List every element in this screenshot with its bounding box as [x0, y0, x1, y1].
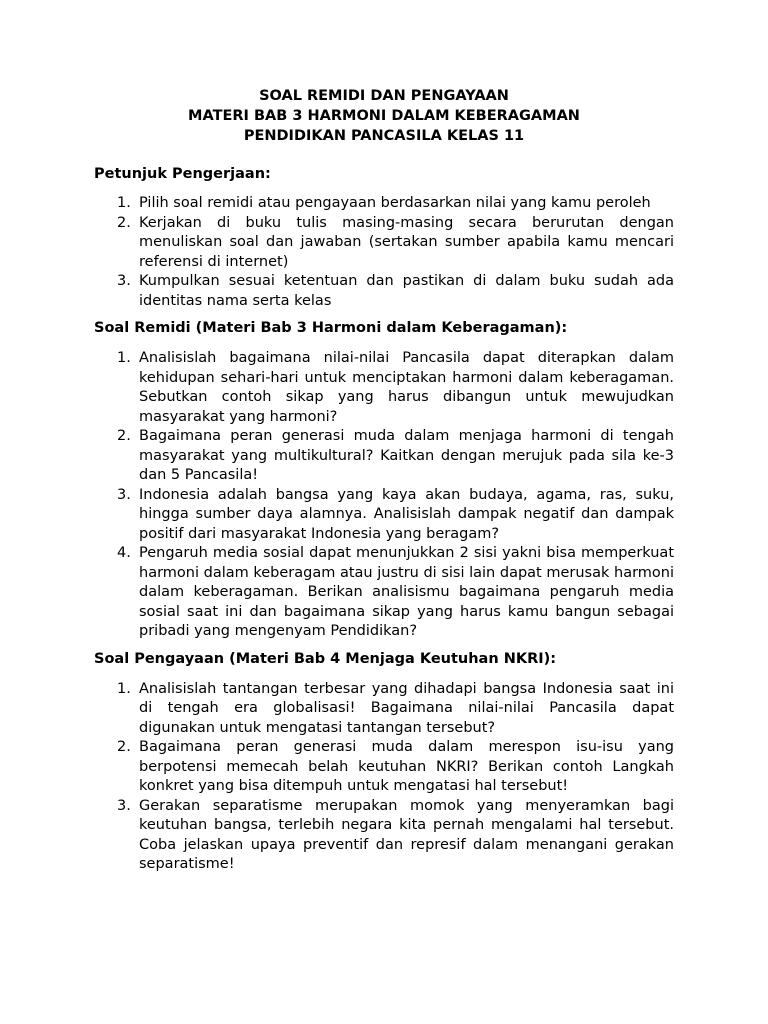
list-number: 2. [117, 428, 131, 444]
title-line-2: MATERI BAB 3 HARMONI DALAM KEBERAGAMAN [188, 108, 580, 124]
list-item-text: Pengaruh media sosial dapat menunjukkan 2 sisi yakni bisa memperkuat harmoni dalam keberagam atau justru di sisi lain dapat merusak harmoni dalam keberagaman. Berikan analisismu bagaimana pengaruh media sosial saat ini dan bagaimana sikap yang harus kamu bangun sebagai pribadi yang mengenyam Pendidikan? [139, 545, 674, 639]
petunjuk-list [94, 194, 674, 311]
list-item-text: Bagaimana peran generasi muda dalam merespon isu-isu yang berpotensi memecah belah keutuhan NKRI? Berikan contoh Langkah konkret yang bisa ditempuh untuk mengatasi hal tersebut! [139, 739, 674, 794]
list-item-text: Analisislah tantangan terbesar yang dihadapi bangsa Indonesia saat ini di tengah era globalisasi! Bagaimana nilai-nilai Pancasila dapat digunakan untuk mengatasi tantangan tersebut? [139, 680, 674, 736]
remidi-heading: Soal Remidi (Materi Bab 3 Harmoni dalam Keberagaman): [94, 320, 568, 336]
list-number: 1. [117, 195, 131, 211]
document-title [94, 86, 674, 146]
list-item-text: Gerakan separatisme merupakan momok yang menyeramkan bagi keutuhan bangsa, terlebih negara kita pernah mengalami hal tersebut. Coba jelaskan upaya preventif dan represif dalam menangani gerakan separatisme! [139, 797, 674, 872]
list-item [94, 214, 674, 273]
title-line-1: SOAL REMIDI DAN PENGAYAAN [259, 88, 509, 104]
list-item [94, 680, 674, 739]
list-item-text: Pilih soal remidi atau pengayaan berdasarkan nilai yang kamu peroleh [139, 195, 651, 211]
list-item [94, 349, 674, 427]
list-number: 3. [117, 486, 131, 503]
list-number: 2. [117, 739, 131, 755]
list-item [94, 738, 674, 797]
list-number: 3. [117, 273, 131, 289]
title-line-3: PENDIDIKAN PANCASILA KELAS 11 [243, 128, 525, 144]
list-item [94, 544, 674, 642]
list-item-text: Analisislah bagaimana nilai-nilai Pancasila dapat diterapkan dalam kehidupan sehari-hari untuk menciptakan harmoni dalam keberagaman. Sebutkan contoh sikap yang harus dibangun untuk mewujudkan masyarakat yang harmoni? [139, 350, 674, 425]
list-number: 2. [117, 214, 131, 231]
list-item [94, 797, 674, 875]
petunjuk-heading: Petunjuk Pengerjaan: [94, 166, 271, 182]
list-item-text: Bagaimana peran generasi muda dalam menjaga harmoni di tengah masyarakat yang multikultural? Kaitkan dengan merujuk pada sila ke-3 dan 5 Pancasila! [139, 428, 674, 483]
list-number: 4. [117, 545, 131, 561]
list-item [94, 427, 674, 486]
list-item-text: Kerjakan di buku tulis masing-masing secara berurutan dengan menuliskan soal dan jawaban (sertakan sumber apabila kamu mencari referensi di internet) [139, 214, 674, 270]
list-number: 1. [117, 680, 131, 697]
pengayaan-heading: Soal Pengayaan (Materi Bab 4 Menjaga Keutuhan NKRI): [94, 650, 557, 667]
list-item-text: Indonesia adalah bangsa yang kaya akan budaya, agama, ras, suku, hingga sumber daya alamnya. Analisislah dampak negatif dan dampak positif dari masyarakat Indonesia yang beragam? [139, 486, 674, 542]
list-item-text: Kumpulkan sesuai ketentuan dan pastikan di dalam buku sudah ada identitas nama serta kelas [139, 273, 674, 309]
document-page [94, 86, 674, 875]
pengayaan-list [94, 680, 674, 875]
list-item [94, 272, 674, 311]
list-number: 1. [117, 350, 131, 366]
remidi-list [94, 349, 674, 642]
list-number: 3. [117, 797, 131, 814]
list-item [94, 194, 674, 214]
list-item [94, 486, 674, 545]
